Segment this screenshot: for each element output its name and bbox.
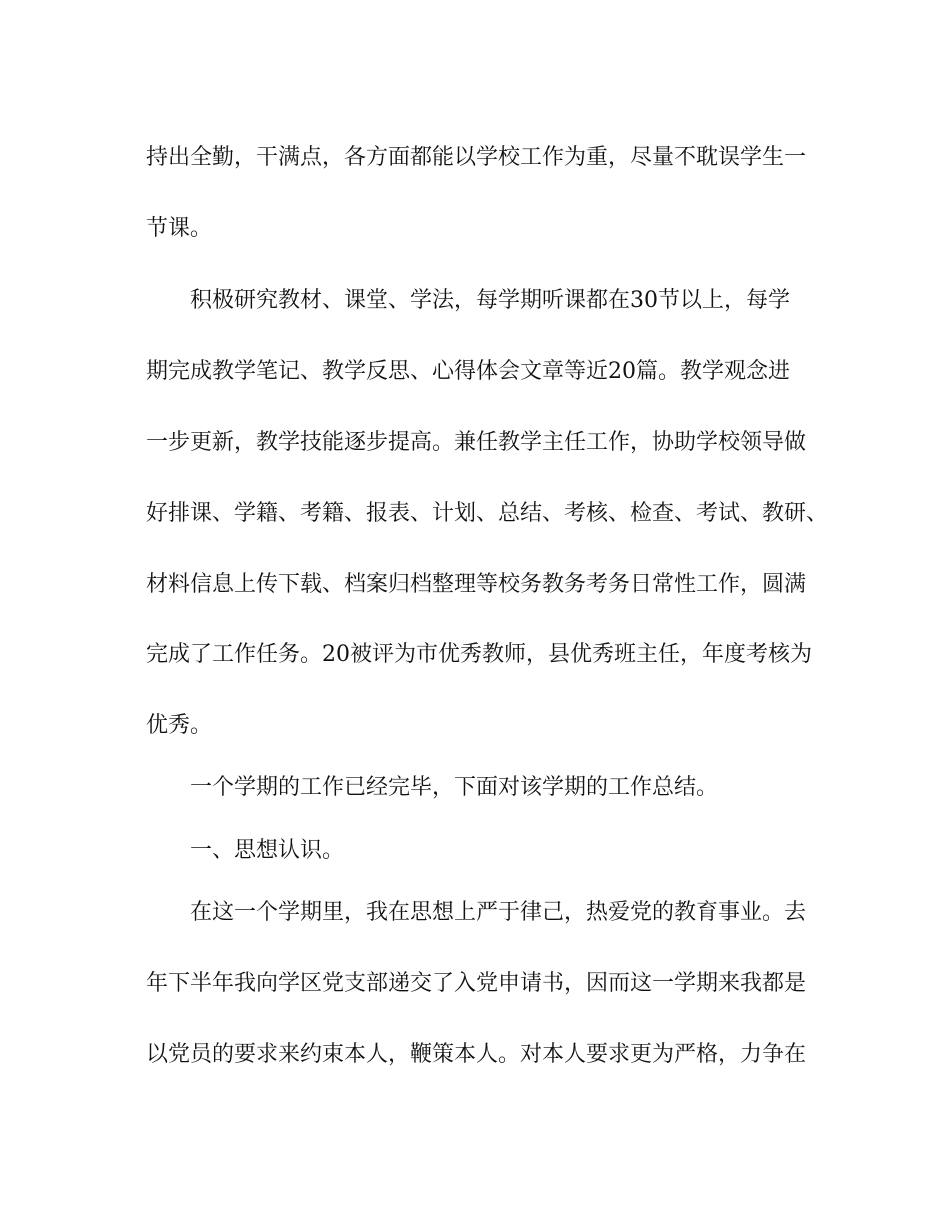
- section-heading: 一、思想认识。: [190, 838, 345, 863]
- text-line: 一步更新，教学技能逐步提高。兼任教学主任工作，协助学校领导做: [146, 430, 807, 455]
- paragraph-first-line: 在这一个学期里，我在思想上严于律己，热爱党的教育事业。去: [190, 900, 807, 925]
- text-line: 材料信息上传下载、档案归档整理等校务教务考务日常性工作，圆满: [146, 572, 807, 597]
- text-line: 期完成教学笔记、教学反思、心得体会文章等近20篇。教学观念进: [146, 359, 790, 384]
- text-line: 持出全勤，干满点，各方面都能以学校工作为重，尽量不耽误学生一: [146, 145, 807, 170]
- text-line: 好排课、学籍、考籍、报表、计划、总结、考核、检查、考试、教研、: [146, 501, 829, 526]
- text-line: 优秀。: [146, 713, 213, 738]
- text-line: 以党员的要求来约束本人，鞭策本人。对本人要求更为严格，力争在: [146, 1042, 807, 1067]
- paragraph-first-line: 积极研究教材、课堂、学法，每学期听课都在30节以上，每学: [190, 288, 790, 313]
- text-line: 完成了工作任务。20被评为市优秀教师，县优秀班主任，年度考核为: [146, 642, 812, 667]
- text-line: 节课。: [146, 216, 213, 241]
- paragraph-first-line: 一个学期的工作已经完毕，下面对该学期的工作总结。: [190, 775, 719, 800]
- text-line: 年下半年我向学区党支部递交了入党申请书，因而这一学期来我都是: [146, 971, 807, 996]
